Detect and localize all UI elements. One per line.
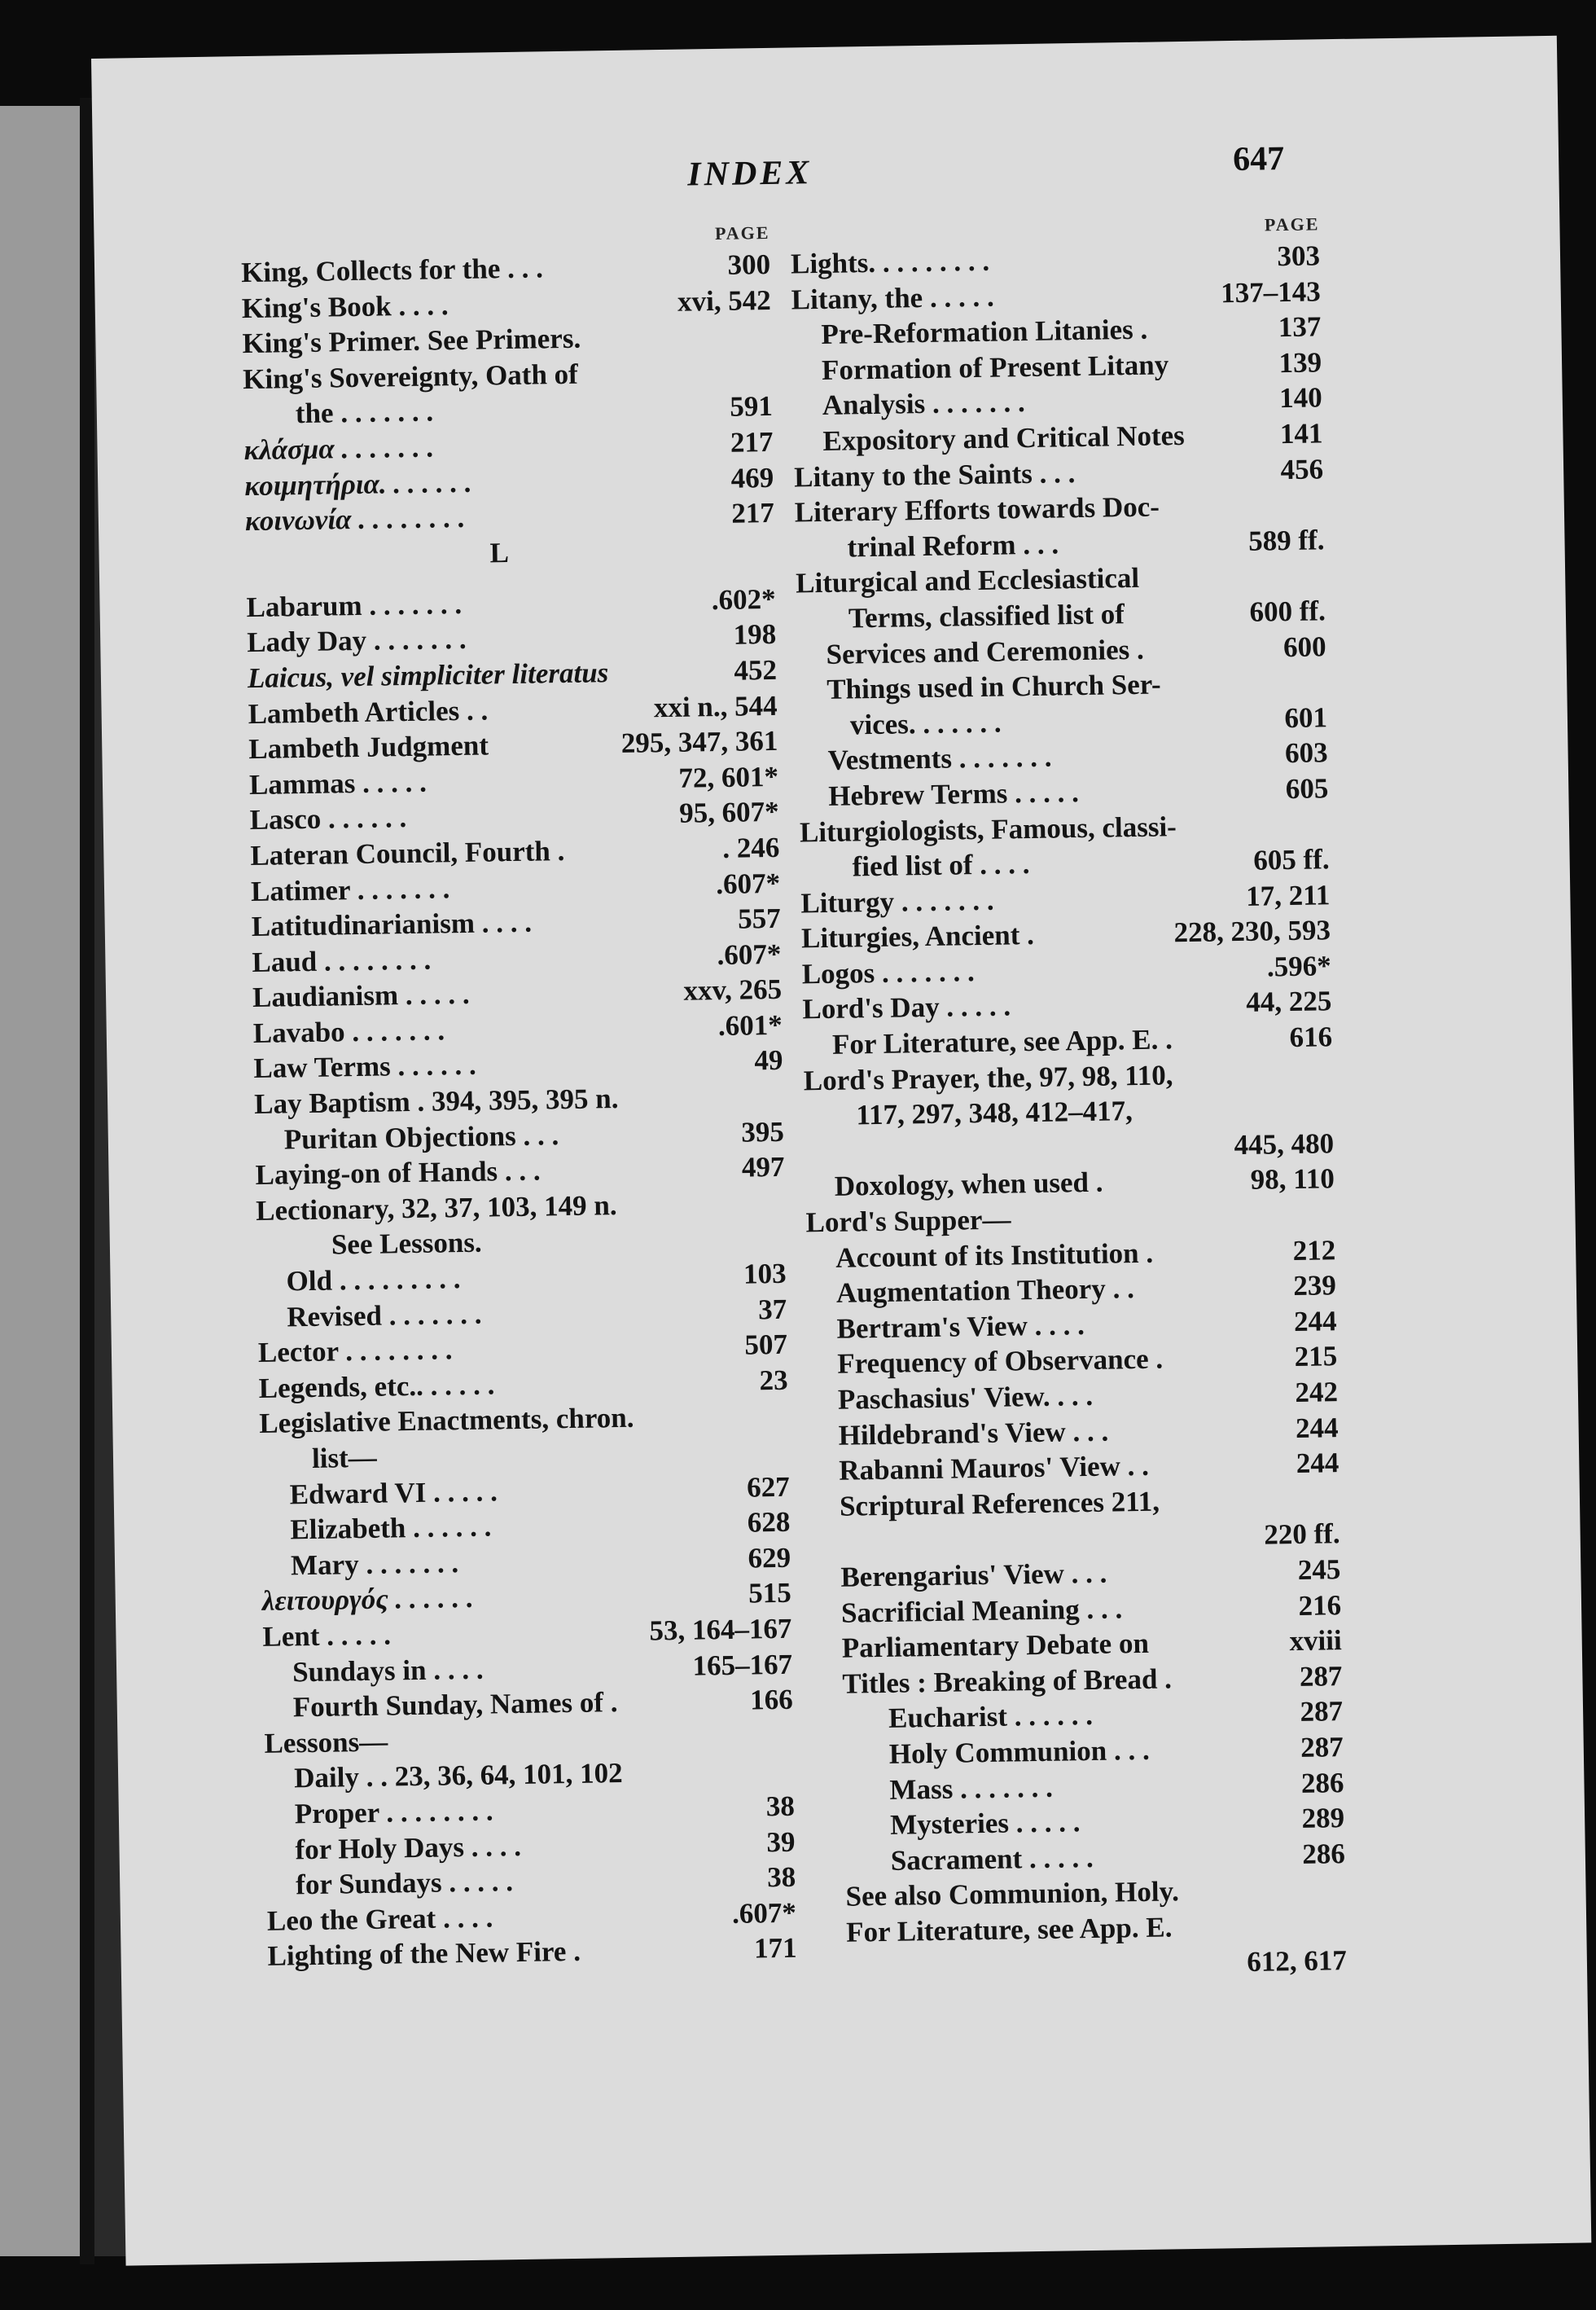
entry-term: Old . . . . . . . . . (286, 1263, 461, 1298)
entry-term: Liturgy . . . . . . . (800, 884, 994, 920)
entry-term: King's Book . . . . (241, 288, 449, 324)
entry-term: Laying-on of Hands . . . (255, 1154, 541, 1192)
entry-page-ref: 244 (1293, 1304, 1337, 1337)
entry-term: Vestments . . . . . . . (827, 740, 1052, 777)
entry-page-ref: 497 (741, 1151, 785, 1184)
entry-term: Bertram's View . . . . (836, 1308, 1085, 1345)
entry-term: 117, 297, 348, 412–417, (856, 1095, 1133, 1131)
entry-page-ref: 49 (754, 1044, 783, 1077)
entry-term: See Lessons. (331, 1227, 482, 1261)
entry-page-ref: xxv, 265 (683, 973, 783, 1007)
entry-term: Liturgiologists, Famous, classi- (799, 810, 1177, 848)
entry-term: King's Primer. See Primers. (242, 322, 581, 360)
entry-term: Pre-Reformation Litanies . (821, 313, 1148, 351)
header-title: INDEX (686, 154, 813, 194)
entry-page-ref: 215 (1294, 1340, 1338, 1373)
entry-page-ref: 289 (1301, 1802, 1345, 1835)
entry-term: Daily . . 23, 36, 64, 101, 102 (293, 1757, 623, 1794)
entry-page-ref: 216 (1298, 1588, 1342, 1622)
facing-page-edge (0, 106, 80, 2256)
entry-page-ref: 239 (1293, 1269, 1337, 1302)
entry-term: Sundays in . . . . (292, 1653, 484, 1688)
entry-page-ref: 628 (747, 1505, 791, 1539)
entry-page-ref: 591 (730, 390, 774, 424)
entry-term: King, Collects for the . . . (240, 252, 544, 289)
entry-page-ref: 507 (744, 1328, 788, 1361)
entry-term: Lay Baptism . 394, 395, 395 n. (253, 1083, 619, 1121)
entry-term: λειτουργός . . . . . . (261, 1582, 475, 1618)
entry-term: Augmentation Theory . . (835, 1272, 1135, 1310)
entry-term: Lady Day . . . . . . . (246, 623, 467, 659)
entry-term: Titles : Breaking of Bread . (842, 1662, 1173, 1700)
entry-term: Laud . . . . . . . . (252, 943, 432, 978)
entry-term: Lasco . . . . . . (249, 801, 407, 837)
entry-term: Holy Communion . . . (888, 1733, 1150, 1770)
entry-term: Formation of Present Litany (821, 349, 1169, 386)
entry-term: Rabanni Mauros' View . . (839, 1450, 1150, 1487)
entry-page-ref: 38 (766, 1860, 796, 1894)
entry-term: vices. . . . . . . (849, 706, 1002, 741)
entry-term: Lessons— (264, 1725, 388, 1759)
entry-term: Hildebrand's View . . . (838, 1415, 1109, 1451)
entry-term: Frequency of Observance . (836, 1342, 1164, 1381)
entry-page-ref: 287 (1300, 1731, 1344, 1763)
entry-term: Liturgical and Ecclesiastical (795, 562, 1140, 599)
entry-page-ref: 53, 164–167 (649, 1612, 792, 1647)
entry-page-ref: 166 (749, 1683, 794, 1716)
book-gutter (80, 98, 94, 2264)
entry-term: For Literature, see App. E. . (831, 1023, 1173, 1061)
entry-page-ref: 286 (1300, 1766, 1344, 1799)
entry-page-ref: 137 (1278, 310, 1322, 344)
entry-page-ref: 515 (748, 1577, 791, 1610)
entry-term: See also Communion, Holy. (845, 1875, 1180, 1913)
entry-page-ref: 445, 480 (1234, 1127, 1335, 1161)
entry-term: Laicus, vel simpliciter literatus (247, 657, 609, 695)
page-column-label: PAGE (714, 222, 770, 244)
entry-term: κλάσμα . . . . . . . (243, 431, 435, 467)
entry-term: Legends, etc.. . . . . . (258, 1368, 495, 1404)
entry-term: Lambeth Judgment (248, 729, 489, 766)
entry-page-ref: .607* (715, 867, 781, 900)
entry-page-ref: 287 (1300, 1695, 1344, 1728)
entry-page-ref: 228, 230, 593 (1173, 914, 1331, 949)
entry-page-ref: 242 (1295, 1376, 1339, 1408)
entry-term: Lambeth Articles . . (248, 693, 489, 730)
entry-term: Berengarius' View . . . (840, 1557, 1107, 1593)
entry-term: Lord's Supper— (805, 1203, 1011, 1239)
entry-page-ref: 589 ff. (1247, 524, 1325, 557)
entry-term: Hebrew Terms . . . . . (828, 775, 1080, 812)
entry-page-ref: .601* (717, 1008, 783, 1042)
entry-page-ref: 139 (1278, 346, 1322, 379)
entry-term: Expository and Critical Notes (822, 419, 1186, 457)
entry-term: Puritan Objections . . . (283, 1118, 559, 1156)
entry-term: Legislative Enactments, chron. (259, 1402, 634, 1440)
entry-page-ref: 605 ff. (1253, 843, 1330, 876)
entry-page-ref: 137–143 (1220, 274, 1321, 309)
entry-page-ref: 603 (1284, 736, 1328, 770)
entry-term: Law Terms . . . . . . (253, 1049, 476, 1085)
entry-term: Litany to the Saints . . . (793, 456, 1076, 494)
entry-page-ref: .602* (711, 582, 776, 616)
entry-term: For Literature, see App. E. (845, 1911, 1173, 1948)
entry-page-ref: .596* (1266, 950, 1331, 983)
entry-term: L (489, 536, 510, 569)
entry-page-ref: 605 (1285, 772, 1329, 805)
entry-page-ref: 452 (734, 653, 778, 687)
entry-term: Labarum . . . . . . . (246, 587, 463, 623)
entry-page-ref: 217 (730, 425, 774, 459)
entry-term: Eucharist . . . . . . (888, 1699, 1094, 1735)
entry-page-ref: 141 (1279, 417, 1323, 450)
entry-term: Proper . . . . . . . . (294, 1794, 493, 1830)
entry-term: Revised . . . . . . . (286, 1298, 482, 1333)
entry-term: Latitudinarianism . . . . (251, 906, 533, 943)
entry-term: for Holy Days . . . . (295, 1829, 522, 1865)
entry-page-ref: 23 (759, 1364, 788, 1397)
entry-term: Elizabeth . . . . . . (290, 1510, 492, 1546)
entry-page-ref: 557 (737, 902, 781, 935)
entry-page-ref: 286 (1301, 1837, 1346, 1870)
entry-page-ref: 600 (1282, 630, 1326, 663)
entry-page-ref: 39 (766, 1825, 796, 1858)
entry-term: Terms, classified list of (848, 598, 1125, 635)
entry-term: Sacrificial Meaning . . . (840, 1592, 1123, 1629)
entry-term: Scriptural References 211, (839, 1485, 1160, 1522)
running-header (93, 142, 1559, 230)
entry-term: Lighting of the New Fire . (267, 1935, 581, 1973)
entry-term: Edward VI . . . . . (289, 1474, 498, 1510)
entry-term: Latimer . . . . . . . (250, 872, 450, 907)
entry-page-ref: 295, 347, 361 (620, 724, 778, 760)
entry-term: Lectionary, 32, 37, 103, 149 n. (255, 1188, 617, 1227)
index-entry (245, 531, 775, 590)
entry-page-ref: 217 (731, 497, 775, 529)
entry-term: Litany, the . . . . . (791, 280, 994, 316)
entry-term: Logos . . . . . . . (801, 955, 976, 990)
entry-page-ref: 627 (746, 1470, 790, 1504)
entry-term: Laudianism . . . . . (252, 978, 470, 1014)
entry-page-ref: 300 (727, 248, 771, 281)
entry-page-ref: 303 (1277, 239, 1321, 273)
page-column-label: PAGE (1264, 213, 1320, 235)
entry-page-ref: . 246 (722, 831, 780, 864)
entry-term: κοιμητήρια. . . . . . . (243, 466, 472, 502)
scan-bottom-border (0, 2266, 1596, 2310)
entry-term: Lent . . . . . (262, 1618, 392, 1653)
entry-term: Analysis . . . . . . . (822, 386, 1026, 422)
entry-term: Lord's Prayer, the, 97, 98, 110, (803, 1058, 1173, 1097)
entry-term: fied list of . . . . (852, 848, 1030, 883)
entry-page-ref: 95, 607* (678, 796, 779, 830)
entry-term: for Sundays . . . . . (295, 1865, 514, 1901)
entry-term: Paschasius' View. . . . (837, 1379, 1094, 1416)
entry-page-ref: 601 (1284, 700, 1328, 734)
right-entry-list (791, 238, 1347, 1986)
entry-term: Liturgies, Ancient . (800, 919, 1035, 955)
entry-term: Things used in Church Ser- (826, 668, 1161, 706)
entry-page-ref: xxi n., 544 (653, 689, 778, 723)
entry-page-ref: 17, 211 (1245, 878, 1331, 912)
entry-term: Literary Efforts towards Doc- (794, 490, 1160, 529)
entry-term: Lord's Day . . . . . (802, 990, 1011, 1025)
index-entry (818, 1943, 1348, 1987)
entry-page-ref: 469 (730, 461, 774, 494)
entry-page-ref: 612, 617 (1247, 1943, 1348, 1978)
entry-page-ref: .607* (717, 938, 782, 971)
entry-page-ref: 629 (748, 1541, 791, 1574)
entry-page-ref: xvi, 542 (677, 283, 772, 318)
entry-page-ref: 395 (740, 1115, 785, 1148)
entry-term: Lector . . . . . . . . (257, 1333, 453, 1369)
entry-term: list— (311, 1441, 378, 1474)
entry-term: Sacrament . . . . . (890, 1841, 1094, 1877)
entry-term: Mass . . . . . . . (889, 1771, 1054, 1806)
entry-term: Lights. . . . . . . . . (790, 244, 990, 280)
entry-page-ref: 37 (757, 1293, 787, 1325)
entry-term: κοινωνία . . . . . . . . (244, 502, 466, 538)
entry-page-ref: .607* (731, 1896, 797, 1930)
entry-term: Doxology, when used . (834, 1166, 1103, 1203)
entry-term: King's Sovereignty, Oath of (242, 358, 579, 395)
entry-page-ref: 616 (1289, 1021, 1333, 1054)
entry-page-ref: 245 (1297, 1553, 1341, 1586)
entry-term: Mysteries . . . . . (889, 1806, 1081, 1841)
entry-term: Lammas . . . . . (248, 766, 428, 801)
header-page-number: 647 (1232, 140, 1285, 178)
entry-page-ref: 244 (1295, 1411, 1339, 1444)
entry-page-ref: 456 (1280, 452, 1324, 485)
entry-page-ref: 244 (1296, 1447, 1340, 1480)
entry-page-ref: 44, 225 (1246, 985, 1332, 1019)
left-entry-list (241, 247, 797, 1974)
entry-term: trinal Reform . . . (847, 528, 1059, 564)
entry-page-ref: 600 ff. (1249, 595, 1326, 628)
entry-page-ref: 171 (753, 1931, 797, 1965)
entry-page-ref: 220 ff. (1264, 1517, 1340, 1551)
index-entry (267, 1930, 797, 1974)
entry-page-ref: 198 (733, 618, 777, 652)
entry-term: Mary . . . . . . . (290, 1546, 459, 1582)
entry-term: Lateran Council, Fourth . (250, 834, 565, 872)
entry-term: Leo the Great . . . . (266, 1901, 493, 1937)
entry-term: Parliamentary Debate on (841, 1627, 1150, 1664)
entry-term: Account of its Institution . (835, 1236, 1154, 1274)
entry-page-ref: 98, 110 (1250, 1162, 1335, 1197)
entry-page-ref: 287 (1299, 1659, 1343, 1693)
entry-page-ref: 38 (765, 1790, 796, 1823)
entry-page-ref: 72, 601* (678, 760, 779, 794)
index-page (91, 36, 1591, 2266)
entry-page-ref: 212 (1292, 1233, 1336, 1267)
entry-term: Services and Ceremonies . (826, 633, 1144, 670)
entry-term: Lavabo . . . . . . . (252, 1014, 445, 1049)
entry-term: the . . . . . . . (295, 395, 434, 430)
entry-page-ref: 103 (743, 1257, 787, 1290)
entry-page-ref: 165–167 (692, 1648, 793, 1682)
entry-page-ref: xviii (1289, 1624, 1342, 1658)
entry-term: Fourth Sunday, Names of . (292, 1686, 618, 1724)
entry-page-ref: 140 (1278, 381, 1323, 415)
left-index-column (240, 219, 797, 1974)
right-index-column (790, 210, 1347, 1986)
